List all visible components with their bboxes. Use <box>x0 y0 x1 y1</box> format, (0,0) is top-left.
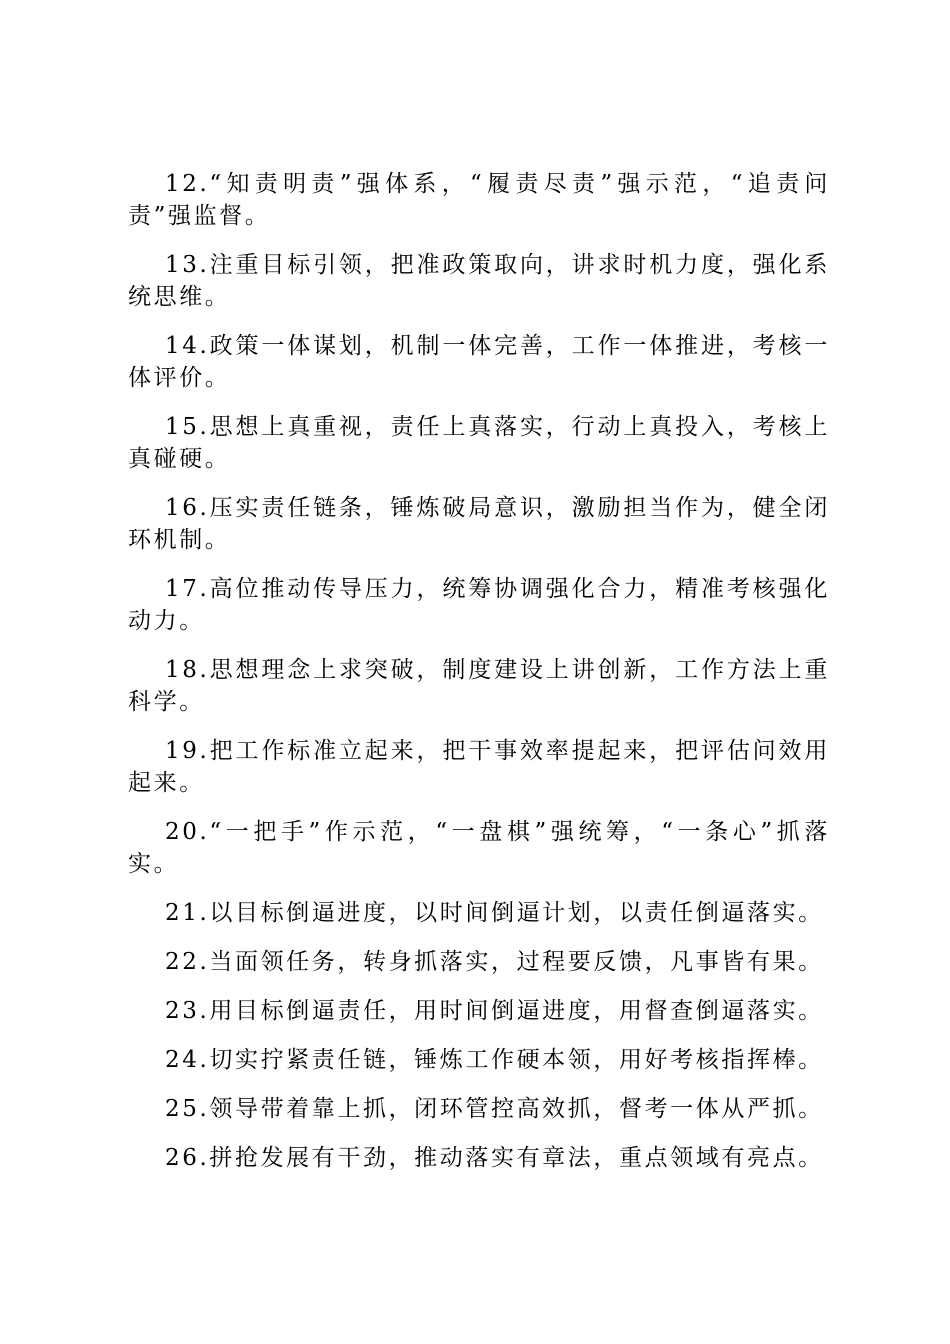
list-item: 24.切实拧紧责任链，锤炼工作硬本领，用好考核指挥棒。 <box>165 1047 824 1073</box>
list-item: 23.用目标倒逼责任，用时间倒逼进度，用督查倒逼落实。 <box>165 998 824 1024</box>
list-item: 20.“一把手”作示范，“一盘棋”强统筹，“一条心”抓落实。 <box>128 819 830 877</box>
list-item: 16.压实责任链条，锤炼破局意识，激励担当作为，健全闭环机制。 <box>128 495 830 553</box>
list-item: 19.把工作标准立起来，把干事效率提起来，把评估问效用起来。 <box>128 738 830 796</box>
list-item: 22.当面领任务，转身抓落实，过程要反馈，凡事皆有果。 <box>165 949 824 975</box>
list-item: 15.思想上真重视，责任上真落实，行动上真投入，考核上真碰硬。 <box>128 414 830 472</box>
list-item: 21.以目标倒逼进度，以时间倒逼计划，以责任倒逼落实。 <box>165 900 824 926</box>
list-item: 14.政策一体谋划，机制一体完善，工作一体推进，考核一体评价。 <box>128 333 830 391</box>
list-item: 17.高位推动传导压力，统筹协调强化合力，精准考核强化动力。 <box>128 576 830 634</box>
document-body <box>128 168 830 1191</box>
list-item: 25.领导带着靠上抓，闭环管控高效抓，督考一体从严抓。 <box>165 1096 824 1122</box>
list-item: 13.注重目标引领，把准政策取向，讲求时机力度，强化系统思维。 <box>128 252 830 310</box>
list-item: 26.拼抢发展有干劲，推动落实有章法，重点领域有亮点。 <box>165 1145 824 1171</box>
list-item: 18.思想理念上求突破，制度建设上讲创新，工作方法上重科学。 <box>128 657 830 715</box>
list-item: 12.“知责明责”强体系，“履责尽责”强示范，“追责问责”强监督。 <box>128 171 830 229</box>
